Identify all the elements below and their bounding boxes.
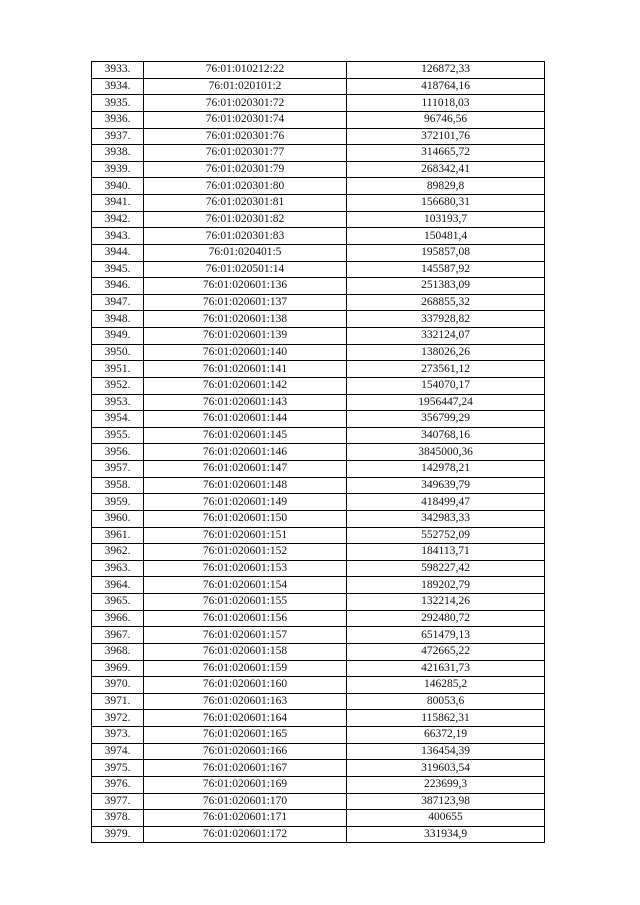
row-number-cell: 3957. [92, 461, 144, 478]
cadastral-value-cell: 146285,2 [347, 677, 545, 694]
cadastral-number-cell: 76:01:020601:163 [144, 693, 347, 710]
cadastral-value-cell: 598227,42 [347, 560, 545, 577]
table-row [92, 760, 545, 777]
cadastral-value-cell: 331934,9 [347, 826, 545, 843]
row-number-cell: 3949. [92, 328, 144, 345]
cadastral-number-cell: 76:01:020601:139 [144, 328, 347, 345]
table-body [92, 62, 545, 843]
cadastral-number-cell: 76:01:020601:172 [144, 826, 347, 843]
table-row [92, 826, 545, 843]
table-row [92, 95, 545, 112]
row-number-cell: 3970. [92, 677, 144, 694]
row-number-cell: 3967. [92, 627, 144, 644]
cadastral-value-cell: 372101,76 [347, 128, 545, 145]
row-number-cell: 3975. [92, 760, 144, 777]
cadastral-number-cell: 76:01:020601:169 [144, 776, 347, 793]
cadastral-number-cell: 76:01:020601:143 [144, 394, 347, 411]
row-number-cell: 3955. [92, 427, 144, 444]
row-number-cell: 3943. [92, 228, 144, 245]
table-row [92, 743, 545, 760]
table-row [92, 793, 545, 810]
cadastral-number-cell: 76:01:020301:82 [144, 211, 347, 228]
row-number-cell: 3952. [92, 377, 144, 394]
cadastral-number-cell: 76:01:020301:76 [144, 128, 347, 145]
row-number-cell: 3969. [92, 660, 144, 677]
table-row [92, 411, 545, 428]
cadastral-number-cell: 76:01:020601:155 [144, 594, 347, 611]
row-number-cell: 3958. [92, 477, 144, 494]
cadastral-number-cell: 76:01:020601:138 [144, 311, 347, 328]
table-row [92, 643, 545, 660]
row-number-cell: 3933. [92, 62, 144, 79]
cadastral-value-cell: 154070,17 [347, 377, 545, 394]
row-number-cell: 3973. [92, 727, 144, 744]
cadastral-number-cell: 76:01:020601:164 [144, 710, 347, 727]
table-row [92, 145, 545, 162]
cadastral-number-cell: 76:01:020601:141 [144, 361, 347, 378]
row-number-cell: 3965. [92, 594, 144, 611]
cadastral-value-cell: 251383,09 [347, 278, 545, 295]
table-row [92, 560, 545, 577]
table-row [92, 693, 545, 710]
table-row [92, 228, 545, 245]
table-row [92, 577, 545, 594]
table-row [92, 195, 545, 212]
row-number-cell: 3960. [92, 510, 144, 527]
cadastral-number-cell: 76:01:020501:14 [144, 261, 347, 278]
row-number-cell: 3979. [92, 826, 144, 843]
table-row [92, 544, 545, 561]
table-row [92, 311, 545, 328]
table-row [92, 244, 545, 261]
row-number-cell: 3935. [92, 95, 144, 112]
table-row [92, 394, 545, 411]
cadastral-number-cell: 76:01:020601:147 [144, 461, 347, 478]
cadastral-value-cell: 268342,41 [347, 161, 545, 178]
table-row [92, 361, 545, 378]
cadastral-number-cell: 76:01:020601:136 [144, 278, 347, 295]
table-row [92, 660, 545, 677]
cadastral-value-cell: 115862,31 [347, 710, 545, 727]
row-number-cell: 3950. [92, 344, 144, 361]
cadastral-number-cell: 76:01:020601:137 [144, 294, 347, 311]
cadastral-value-cell: 138026,26 [347, 344, 545, 361]
table-row [92, 776, 545, 793]
row-number-cell: 3956. [92, 444, 144, 461]
cadastral-number-cell: 76:01:020601:149 [144, 494, 347, 511]
table-row [92, 278, 545, 295]
cadastral-number-cell: 76:01:020601:167 [144, 760, 347, 777]
row-number-cell: 3936. [92, 111, 144, 128]
cadastral-number-cell: 76:01:020601:140 [144, 344, 347, 361]
cadastral-value-cell: 552752,09 [347, 527, 545, 544]
cadastral-number-cell: 76:01:020601:166 [144, 743, 347, 760]
row-number-cell: 3940. [92, 178, 144, 195]
cadastral-number-cell: 76:01:020601:158 [144, 643, 347, 660]
table-row [92, 477, 545, 494]
row-number-cell: 3978. [92, 810, 144, 827]
cadastral-number-cell: 76:01:020601:154 [144, 577, 347, 594]
table-row [92, 78, 545, 95]
table-row [92, 461, 545, 478]
table-row [92, 62, 545, 79]
table-row [92, 294, 545, 311]
cadastral-value-cell: 132214,26 [347, 594, 545, 611]
cadastral-value-cell: 150481,4 [347, 228, 545, 245]
table-row [92, 527, 545, 544]
cadastral-value-cell: 349639,79 [347, 477, 545, 494]
cadastral-value-cell: 273561,12 [347, 361, 545, 378]
row-number-cell: 3972. [92, 710, 144, 727]
table-row [92, 261, 545, 278]
cadastral-value-cell: 472665,22 [347, 643, 545, 660]
cadastral-value-cell: 223699,3 [347, 776, 545, 793]
cadastral-number-cell: 76:01:020401:5 [144, 244, 347, 261]
table-row [92, 344, 545, 361]
table-row [92, 677, 545, 694]
cadastral-number-cell: 76:01:020601:146 [144, 444, 347, 461]
cadastral-number-cell: 76:01:020601:159 [144, 660, 347, 677]
row-number-cell: 3946. [92, 278, 144, 295]
table-row [92, 610, 545, 627]
cadastral-value-cell: 418764,16 [347, 78, 545, 95]
cadastral-number-cell: 76:01:020601:170 [144, 793, 347, 810]
cadastral-value-cell: 342983,33 [347, 510, 545, 527]
cadastral-number-cell: 76:01:020601:157 [144, 627, 347, 644]
row-number-cell: 3934. [92, 78, 144, 95]
row-number-cell: 3942. [92, 211, 144, 228]
cadastral-number-cell: 76:01:020601:153 [144, 560, 347, 577]
table-row [92, 111, 545, 128]
cadastral-value-cell: 189202,79 [347, 577, 545, 594]
row-number-cell: 3954. [92, 411, 144, 428]
row-number-cell: 3977. [92, 793, 144, 810]
cadastral-number-cell: 76:01:020601:142 [144, 377, 347, 394]
row-number-cell: 3938. [92, 145, 144, 162]
cadastral-value-cell: 195857,08 [347, 244, 545, 261]
cadastral-value-cell: 421631,73 [347, 660, 545, 677]
row-number-cell: 3945. [92, 261, 144, 278]
cadastral-value-cell: 1956447,24 [347, 394, 545, 411]
cadastral-value-cell: 103193,7 [347, 211, 545, 228]
table-row [92, 377, 545, 394]
cadastral-number-cell: 76:01:020101:2 [144, 78, 347, 95]
table-row [92, 710, 545, 727]
cadastral-value-table [91, 61, 545, 843]
cadastral-value-cell: 400655 [347, 810, 545, 827]
cadastral-value-cell: 387123,98 [347, 793, 545, 810]
cadastral-value-cell: 319603,54 [347, 760, 545, 777]
cadastral-number-cell: 76:01:020301:83 [144, 228, 347, 245]
row-number-cell: 3966. [92, 610, 144, 627]
cadastral-number-cell: 76:01:020601:144 [144, 411, 347, 428]
row-number-cell: 3951. [92, 361, 144, 378]
table-row [92, 427, 545, 444]
cadastral-value-cell: 111018,03 [347, 95, 545, 112]
cadastral-value-cell: 314665,72 [347, 145, 545, 162]
row-number-cell: 3944. [92, 244, 144, 261]
table-row [92, 594, 545, 611]
cadastral-number-cell: 76:01:020301:77 [144, 145, 347, 162]
row-number-cell: 3939. [92, 161, 144, 178]
cadastral-number-cell: 76:01:020601:160 [144, 677, 347, 694]
row-number-cell: 3963. [92, 560, 144, 577]
table-row [92, 727, 545, 744]
cadastral-value-cell: 292480,72 [347, 610, 545, 627]
cadastral-number-cell: 76:01:020601:145 [144, 427, 347, 444]
cadastral-value-cell: 89829,8 [347, 178, 545, 195]
cadastral-number-cell: 76:01:020601:171 [144, 810, 347, 827]
table-row [92, 627, 545, 644]
cadastral-value-cell: 651479,13 [347, 627, 545, 644]
cadastral-number-cell: 76:01:020601:156 [144, 610, 347, 627]
cadastral-number-cell: 76:01:020301:80 [144, 178, 347, 195]
cadastral-value-cell: 145587,92 [347, 261, 545, 278]
row-number-cell: 3948. [92, 311, 144, 328]
cadastral-value-cell: 66372,19 [347, 727, 545, 744]
cadastral-value-cell: 356799,29 [347, 411, 545, 428]
cadastral-value-cell: 80053,6 [347, 693, 545, 710]
row-number-cell: 3968. [92, 643, 144, 660]
cadastral-number-cell: 76:01:010212:22 [144, 62, 347, 79]
row-number-cell: 3976. [92, 776, 144, 793]
table-row [92, 128, 545, 145]
cadastral-number-cell: 76:01:020601:151 [144, 527, 347, 544]
cadastral-value-cell: 340768,16 [347, 427, 545, 444]
row-number-cell: 3974. [92, 743, 144, 760]
row-number-cell: 3964. [92, 577, 144, 594]
cadastral-value-cell: 156680,31 [347, 195, 545, 212]
cadastral-number-cell: 76:01:020301:79 [144, 161, 347, 178]
table-row [92, 444, 545, 461]
row-number-cell: 3953. [92, 394, 144, 411]
row-number-cell: 3959. [92, 494, 144, 511]
cadastral-value-cell: 3845000,36 [347, 444, 545, 461]
cadastral-value-cell: 337928,82 [347, 311, 545, 328]
cadastral-number-cell: 76:01:020601:152 [144, 544, 347, 561]
cadastral-value-cell: 268855,32 [347, 294, 545, 311]
cadastral-value-cell: 142978,21 [347, 461, 545, 478]
cadastral-number-cell: 76:01:020301:81 [144, 195, 347, 212]
cadastral-value-cell: 96746,56 [347, 111, 545, 128]
cadastral-value-cell: 136454,39 [347, 743, 545, 760]
cadastral-value-cell: 126872,33 [347, 62, 545, 79]
table-row [92, 510, 545, 527]
table-row [92, 211, 545, 228]
row-number-cell: 3962. [92, 544, 144, 561]
row-number-cell: 3941. [92, 195, 144, 212]
cadastral-number-cell: 76:01:020301:72 [144, 95, 347, 112]
cadastral-number-cell: 76:01:020301:74 [144, 111, 347, 128]
table-row [92, 494, 545, 511]
row-number-cell: 3937. [92, 128, 144, 145]
cadastral-value-cell: 418499,47 [347, 494, 545, 511]
table-row [92, 161, 545, 178]
cadastral-value-cell: 332124,07 [347, 328, 545, 345]
cadastral-number-cell: 76:01:020601:150 [144, 510, 347, 527]
row-number-cell: 3961. [92, 527, 144, 544]
cadastral-value-cell: 184113,71 [347, 544, 545, 561]
cadastral-number-cell: 76:01:020601:165 [144, 727, 347, 744]
row-number-cell: 3971. [92, 693, 144, 710]
cadastral-number-cell: 76:01:020601:148 [144, 477, 347, 494]
table-row [92, 810, 545, 827]
row-number-cell: 3947. [92, 294, 144, 311]
table-row [92, 328, 545, 345]
table-row [92, 178, 545, 195]
